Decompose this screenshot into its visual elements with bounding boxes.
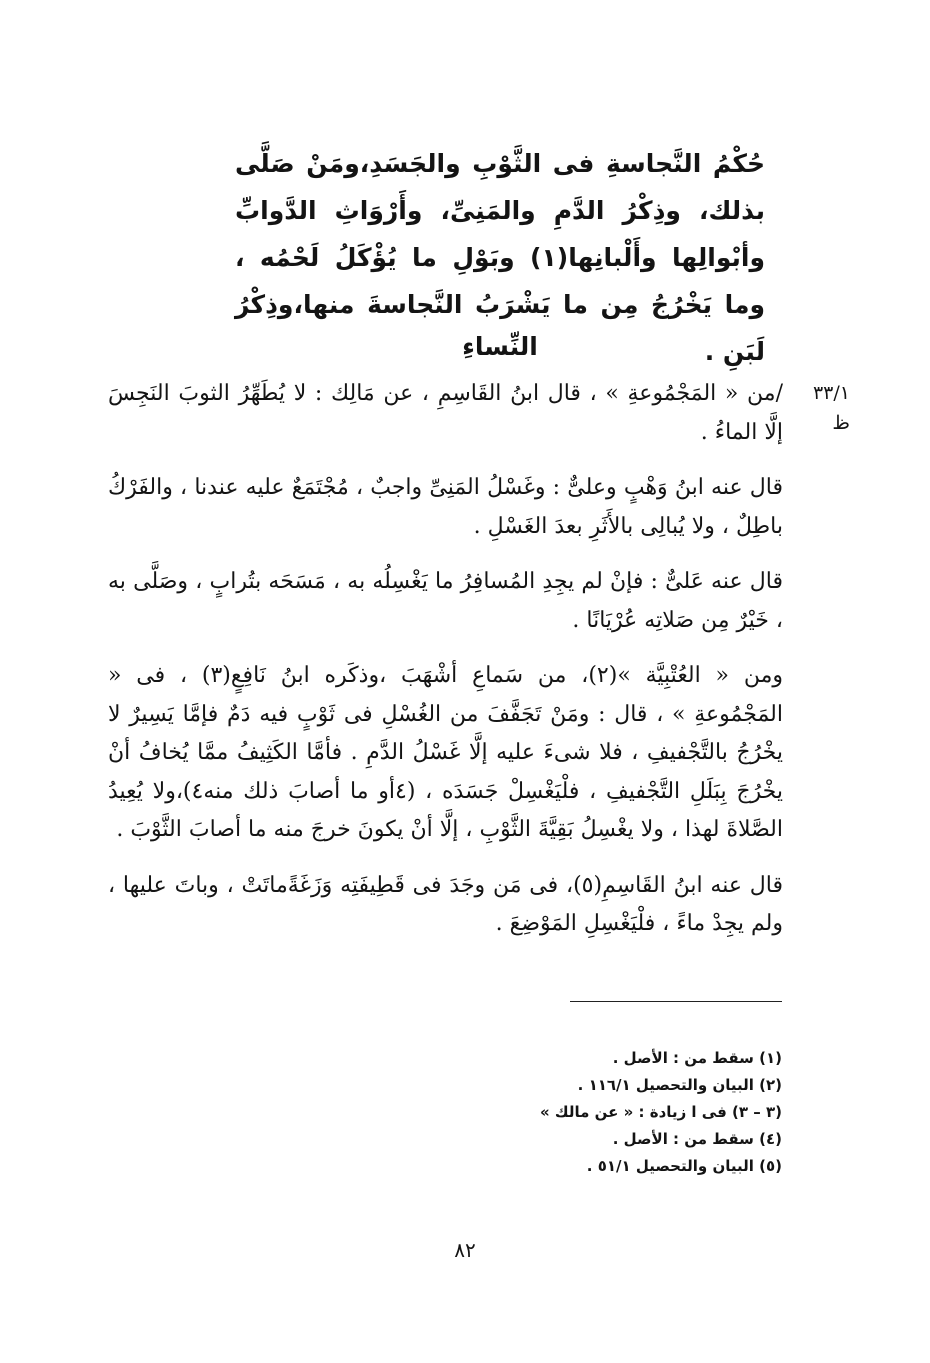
chapter-heading: حُكْمُ النَّجاسةِ فى الثَّوْبِ والجَسَدِ،ومَنْ صَلَّى بذلك، وذِكْرُ الدَّمِ والمَنِىِّ، وأَرْوَاثِ الدَّوابِّ وأبْوالِها وأَلْبانِها(١) وبَوْلِ ما يُؤْكَلُ لَحْمُه ، وما يَخْرُجُ مِن ما يَشْرَبُ النَّجاسةَ منها،وذِكْرُ لَبَنِ .	[235, 149, 766, 366]
footnote: (٥) البيان والتحصيل ٥١/١ .	[586, 1157, 782, 1175]
paragraph: قال عنه ابنُ القَاسِمِ(٥)، فى مَن وجَدَ فى قَطِيفَتِه وَزَغَةًماتَتْ ، وباتَ عليها ، ولم يجِدْ ماءً ، فلْيَغْسِلِ المَوْضِعَ .	[108, 872, 783, 936]
footnotes	[430, 1045, 782, 1180]
paragraph: /من « المَجْمُوعةِ » ، قال ابنُ القَاسِمِ ، عن مَالِك : لا يُطَهِّرُ الثوبَ النَجِسَ إلَّا الماءُ .	[108, 381, 783, 445]
footnote: (٢) البيان والتحصيل ١١٦/١ .	[577, 1076, 782, 1094]
footnote: (٤) سقط من : الأصل .	[612, 1130, 782, 1148]
paragraph: قال عنه عَلىٌّ : فإنْ لم يجِدِ المُسافِرُ ما يَغْسِلُه به ، مَسَحَه بتُرابٍ ، وصَلَّى به ، خَيْرٌ مِن صَلاتِه عُرْيَانًا .	[108, 569, 783, 633]
footnote: (٣ – ٣) فى ا زيادة : « عن مالك »	[540, 1103, 782, 1121]
manuscript-folio-reference: ٣٣/١ ظ	[812, 382, 850, 434]
page-number: ٨٢	[454, 1238, 476, 1262]
chapter-heading-last-word: النِّساءِ	[462, 332, 538, 361]
paragraph: ومن « العُتْبِيَّة »(٢)، من سَماعِ أشْهَبَ ،وذكَره ابنُ نَافِعٍ(٣) ، فى « المَجْمُوعةِ » ، قال : ومَنْ تَجَفَّفَ من الغُسْلِ فى ثَوْبٍ فيه دَمٌ فإمَّا يَسِيرٌ لا يخْرُجُ بالتَّجْفيفِ ، فلا شىءَ عليه إلَّا غَسْلُ الدَّمِ . فأمَّا الكَثِيفُ ممَّا يُخافُ أنْ يخْرُجَ بِبَلَلِ التَّجْفيفِ ، فلْيَغْسِلْ جَسَدَه ، (٤أو ما أصابَ ذلك منه٤)،ولا يُعِيدُ الصَّلاةَ لهذا ، ولا يغْسِلُ بَقِيَّةَ الثَّوْبِ ، إلَّا أنْ يكونَ خرجَ منه ما أصابَ الثَّوْبَ .	[108, 663, 783, 842]
main-text	[108, 375, 783, 961]
footnote: (١) سقط من : الأصل .	[612, 1049, 782, 1067]
footnote-separator	[570, 1001, 782, 1002]
paragraph: قال عنه ابنُ وَهْبٍ وعلىٌّ : وغَسْلُ المَنِىِّ واجبٌ ، مُجْتَمَعٌ عليه عندنا ، والفَرْكُ باطِلٌ ، ولا يُبالِى بالأَثَرِ بعدَ الغَسْلِ .	[108, 475, 783, 539]
